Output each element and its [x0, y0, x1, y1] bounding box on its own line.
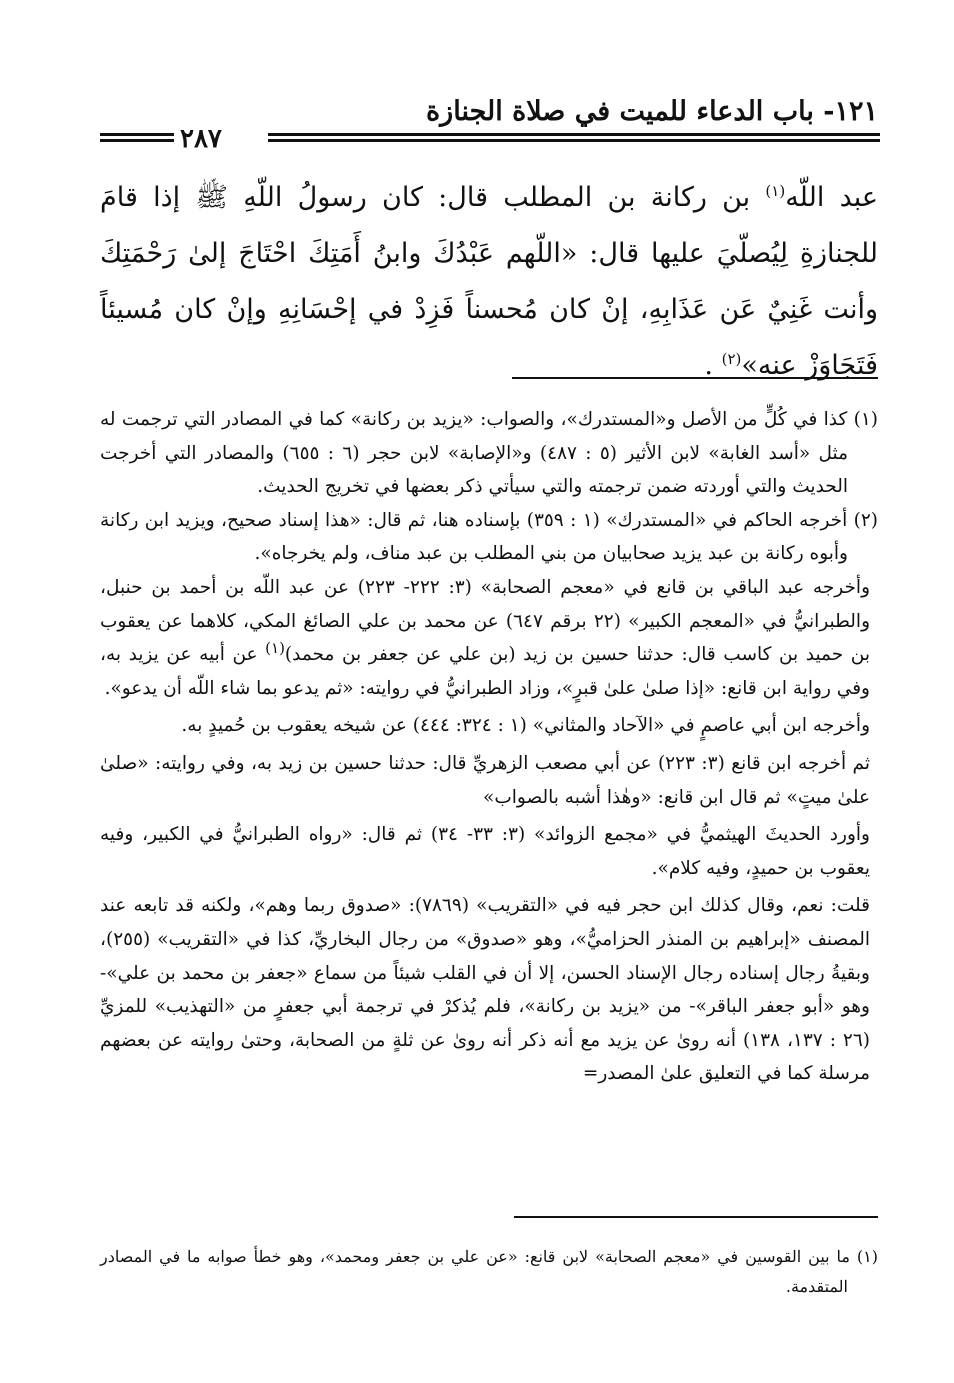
footnotes-section	[100, 403, 878, 1091]
header-rule-right	[268, 133, 880, 142]
hadith-text-start: عبد اللّه	[785, 182, 878, 213]
footnote-2-text-b: عن أبيه عن يزيد به، وفي رواية ابن قانع: «إذا صلىٰ علىٰ قبرٍ»، وزاد الطبرانيُّ في روايته: «ثم يدعو بما شاء اللّه أن يدعو».	[100, 644, 870, 699]
footnote-ref-2: (٢)	[721, 350, 742, 368]
hadith-text-end: .	[704, 350, 722, 381]
chapter-title: ١٢١- باب الدعاء للميت في صلاة الجنازة	[426, 96, 878, 127]
footnote-2-paragraph-6: قلت: نعم، وقال كذلك ابن حجر فيه في «التقريب» (٧٨٦٩): «صدوق ربما وهم»، ولكنه قد تابعه عند المصنف «إبراهيم بن المنذر الحزاميُّ»، وهو «صدوق» من رجال البخاريِّ، كذا في «التقريب» (٢٥٥)، وبقيةُ رجال إسناده رجال الإسناد الحسن، إلا أن في القلب شيئاً من سماع «جعفر بن محمد بن علي»- وهو «أبو جعفر الباقر»- من «يزيد بن ركانة»، فلم يُذكرْ في ترجمة أبي جعفرٍ من «التهذيب» للمزيِّ (٢٦ : ١٣٧، ١٣٨) أنه روىٰ عن يزيد مع أنه ذكر أنه روىٰ عن ثلةٍ من الصحابة، وحتىٰ روايته عن بعضهم مرسلة كما في التعليق علىٰ المصدر=	[100, 895, 870, 1085]
footnote-divider	[512, 377, 878, 379]
hadith-text-body: بن ركانة بن المطلب قال: كان رسولُ اللّهِ ﷺ إذا قامَ للجنازةِ لِيُصلّيَ عليها قال: «اللّهم عَبْدُكَ وابنُ أَمَتِكَ احْتَاجَ إلىٰ رَحْمَتِكَ وأنت غَنِيٌ عَن عَذَابِهِ، إنْ كان مُحسناً فَزِدْ في إحْسَانِهِ وإنْ كان مُسيئاً فَتَجَاوَزْ عنه»	[100, 182, 878, 381]
footnote-2-paragraph-2	[100, 571, 878, 705]
footnote-ref-1: (١)	[765, 182, 786, 200]
hadith-text	[100, 170, 878, 394]
sub-footnote-divider	[514, 1216, 878, 1218]
footnote-2-paragraph-5: وأورد الحديثَ الهيثميُّ في «مجمع الزوائد» (٣: ٣٣- ٣٤) ثم قال: «رواه الطبرانيُّ في الكبير، وفيه يعقوب بن حميدٍ، وفيه كلام».	[100, 824, 870, 879]
hadith-paragraph	[100, 170, 878, 394]
sub-footnote: (١) ما بين القوسين في «معجم الصحابة» لابن قانع: «عن علي بن جعفر ومحمد»، وهو خطأ صوابه ما في المصادر المتقدمة.	[100, 1247, 878, 1296]
sub-footnote-ref: (١)	[265, 639, 285, 657]
footnote-1: (١) كذا في كُلٍّ من الأصل و«المستدرك»، والصواب: «يزيد بن ركانة» كما في المصادر التي ترجمت له مثل «أسد الغابة» لابن الأثير (٥ : ٤٨٧) و«الإصابة» لابن حجر (٦ : ٦٥٥) والمصادر التي أخرجت الحديث والتي أوردته ضمن ترجمته والتي سيأتي ذكر بعضها في تخريج الحديث.	[100, 409, 878, 498]
header-rule-left	[100, 133, 174, 142]
page-number: ٢٨٧	[180, 124, 222, 154]
footnote-2-text-a: وأخرجه عبد الباقي بن قانع في «معجم الصحابة» (٣: ٢٢٢- ٢٢٣) عن عبد اللّه بن أحمد بن حنبل، والطبرانيُّ في «المعجم الكبير» (٢٢ برقم ٦٤٧) عن محمد بن علي الصائغ المكي، كلاهما عن يعقوب بن حميد بن كاسب قال: حدثنا حسين بن زيد (بن علي عن جعفر بن محمد)	[100, 576, 871, 666]
footnote-2: (٢) أخرجه الحاكم في «المستدرك» (١ : ٣٥٩) بإسناده هنا، ثم قال: «هذا إسناد صحيح، ويزيد ابن ركانة وأبوه ركانة بن عبد يزيد صحابيان من بني المطلب بن عبد مناف، ولم يخرجاه».	[100, 509, 878, 565]
footnote-2-paragraph-4: ثم أخرجه ابن قانع (٣: ٢٢٣) عن أبي مصعب الزهريِّ قال: حدثنا حسين بن زيد به، وفي روايته: «صلىٰ علىٰ ميتٍ» ثم قال ابن قانع: «وهٰذا أشبه بالصواب»	[100, 752, 870, 808]
footnote-2-paragraph-3: وأخرجه ابن أبي عاصمٍ في «الآحاد والمثاني» (١ : ٣٢٤: ٤٤٤) عن شيخه يعقوب بن حُميدٍ به.	[181, 715, 870, 737]
page-header	[100, 96, 880, 156]
